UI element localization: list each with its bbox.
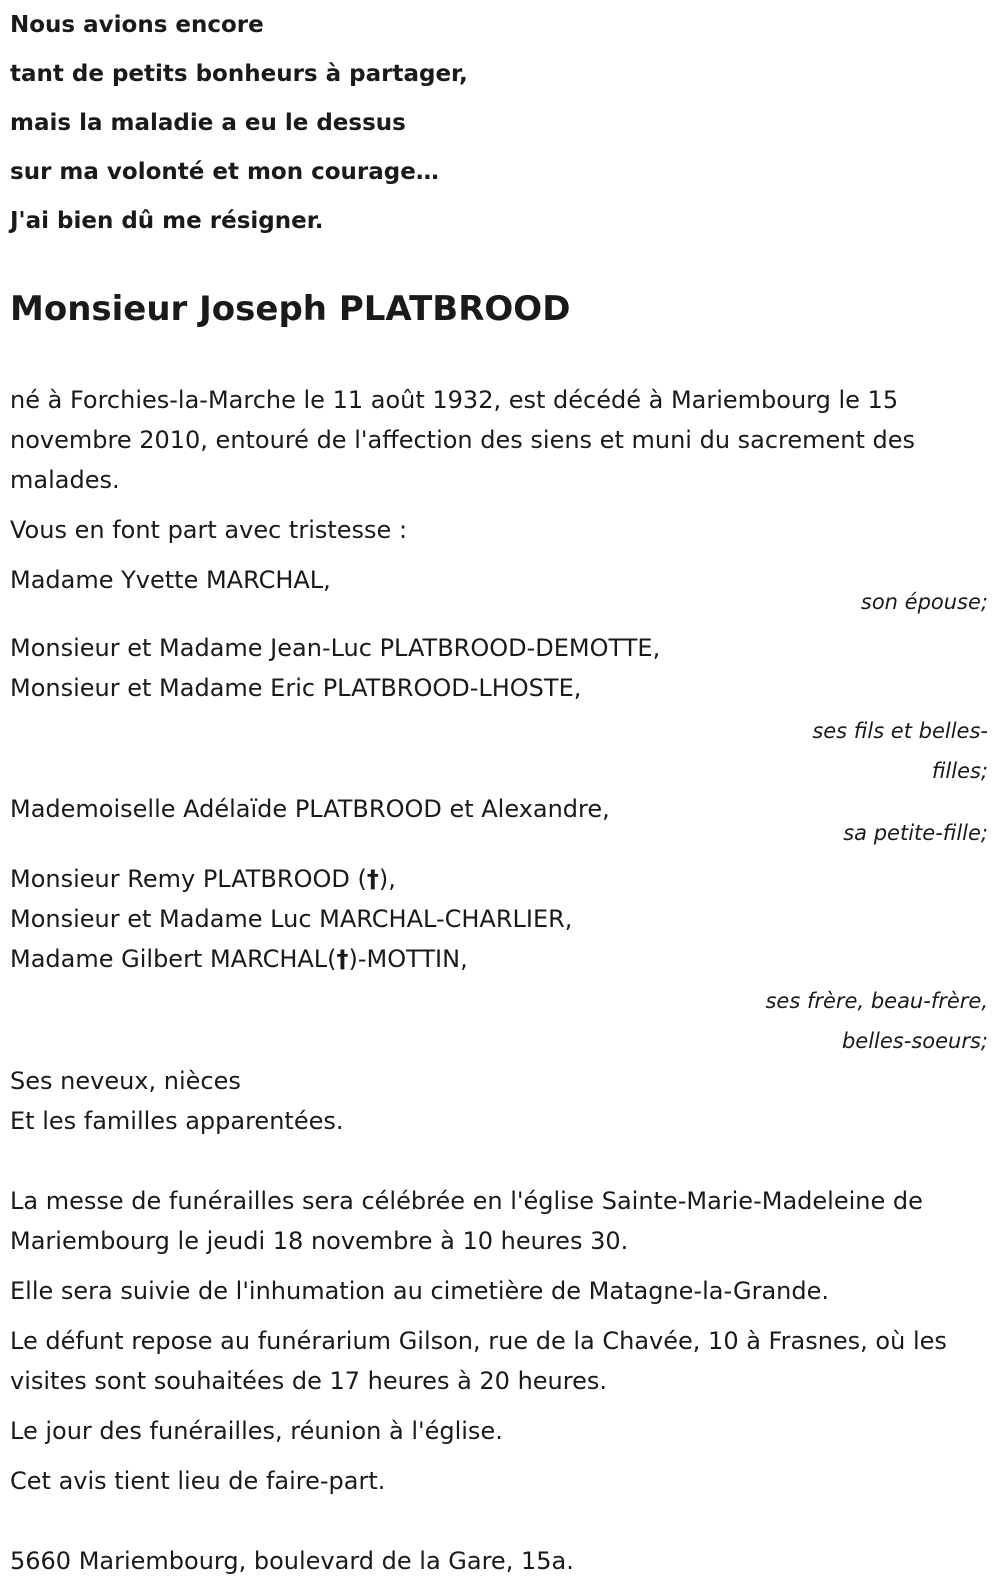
- sibling-gilbert-suffix: )-MOTTIN,: [348, 945, 468, 973]
- meeting-paragraph: Le jour des funérailles, réunion à l'église.: [10, 1417, 503, 1445]
- sibling-name-remy: [10, 859, 988, 899]
- son-couple-name: Monsieur et Madame Jean-Luc PLATBROOD-DEMOTTE,: [10, 634, 661, 662]
- poem-line: Nous avions encore: [10, 12, 264, 38]
- poem-line: J'ai bien dû me résigner.: [10, 208, 324, 234]
- sibling-gilbert-text: Madame Gilbert MARCHAL(: [10, 945, 337, 973]
- families-line: Et les familles apparentées.: [10, 1107, 344, 1135]
- obituary-page: [10, 0, 988, 1581]
- nephews-line: Ses neveux, nièces: [10, 1067, 241, 1095]
- poem-line: mais la maladie a eu le dessus: [10, 110, 406, 136]
- sons-block: [10, 628, 988, 708]
- other-relatives: [10, 1061, 988, 1141]
- cross-icon: †: [366, 865, 379, 893]
- notice-paragraph: Cet avis tient lieu de faire-part.: [10, 1467, 386, 1495]
- birth-death-paragraph: né à Forchies-la-Marche le 11 août 1932, est décédé à Mariembourg le 15 novembre 2010, entouré de l'affection des siens et muni du sacrement des malades.: [10, 386, 916, 494]
- sons-role: ses fils et belles-filles;: [812, 719, 988, 783]
- spouse-name: Madame Yvette MARCHAL,: [10, 566, 331, 594]
- rest-paragraph: Le défunt repose au funérarium Gilson, rue de la Chavée, 10 à Frasnes, où les visites sont souhaitées de 17 heures à 20 heures.: [10, 1327, 947, 1395]
- spouse-role: son épouse;: [860, 590, 988, 614]
- sibling-remy-suffix: ),: [378, 865, 396, 893]
- granddaughter-name: Mademoiselle Adélaïde PLATBROOD et Alexandre,: [10, 795, 610, 823]
- sibling-name-gilbert: [10, 939, 988, 979]
- sibling-remy-text: Monsieur Remy PLATBROOD (: [10, 865, 367, 893]
- siblings-role: ses frère, beau-frère, belles-soeurs;: [765, 989, 988, 1053]
- siblings-block: [10, 859, 988, 979]
- poem: [10, 0, 988, 251]
- poem-line: sur ma volonté et mon courage…: [10, 159, 439, 185]
- address-line: 5660 Mariembourg, boulevard de la Gare, 15a.: [10, 1547, 574, 1575]
- sibling-name-luc: Monsieur et Madame Luc MARCHAL-CHARLIER,: [10, 905, 573, 933]
- son-couple-name: Monsieur et Madame Eric PLATBROOD-LHOSTE,: [10, 674, 582, 702]
- mass-paragraph: La messe de funérailles sera célébrée en l'église Sainte-Marie-Madeleine de Mariembourg le jeudi 18 novembre à 10 heures 30.: [10, 1187, 923, 1255]
- deceased-name-title: Monsieur Joseph PLATBROOD: [10, 289, 571, 329]
- poem-line: tant de petits bonheurs à partager,: [10, 61, 468, 87]
- granddaughter-role: sa petite-fille;: [843, 821, 988, 845]
- announcement-line: Vous en font part avec tristesse :: [10, 516, 408, 544]
- cross-icon: †: [336, 945, 349, 973]
- burial-paragraph: Elle sera suivie de l'inhumation au cimetière de Matagne-la-Grande.: [10, 1277, 829, 1305]
